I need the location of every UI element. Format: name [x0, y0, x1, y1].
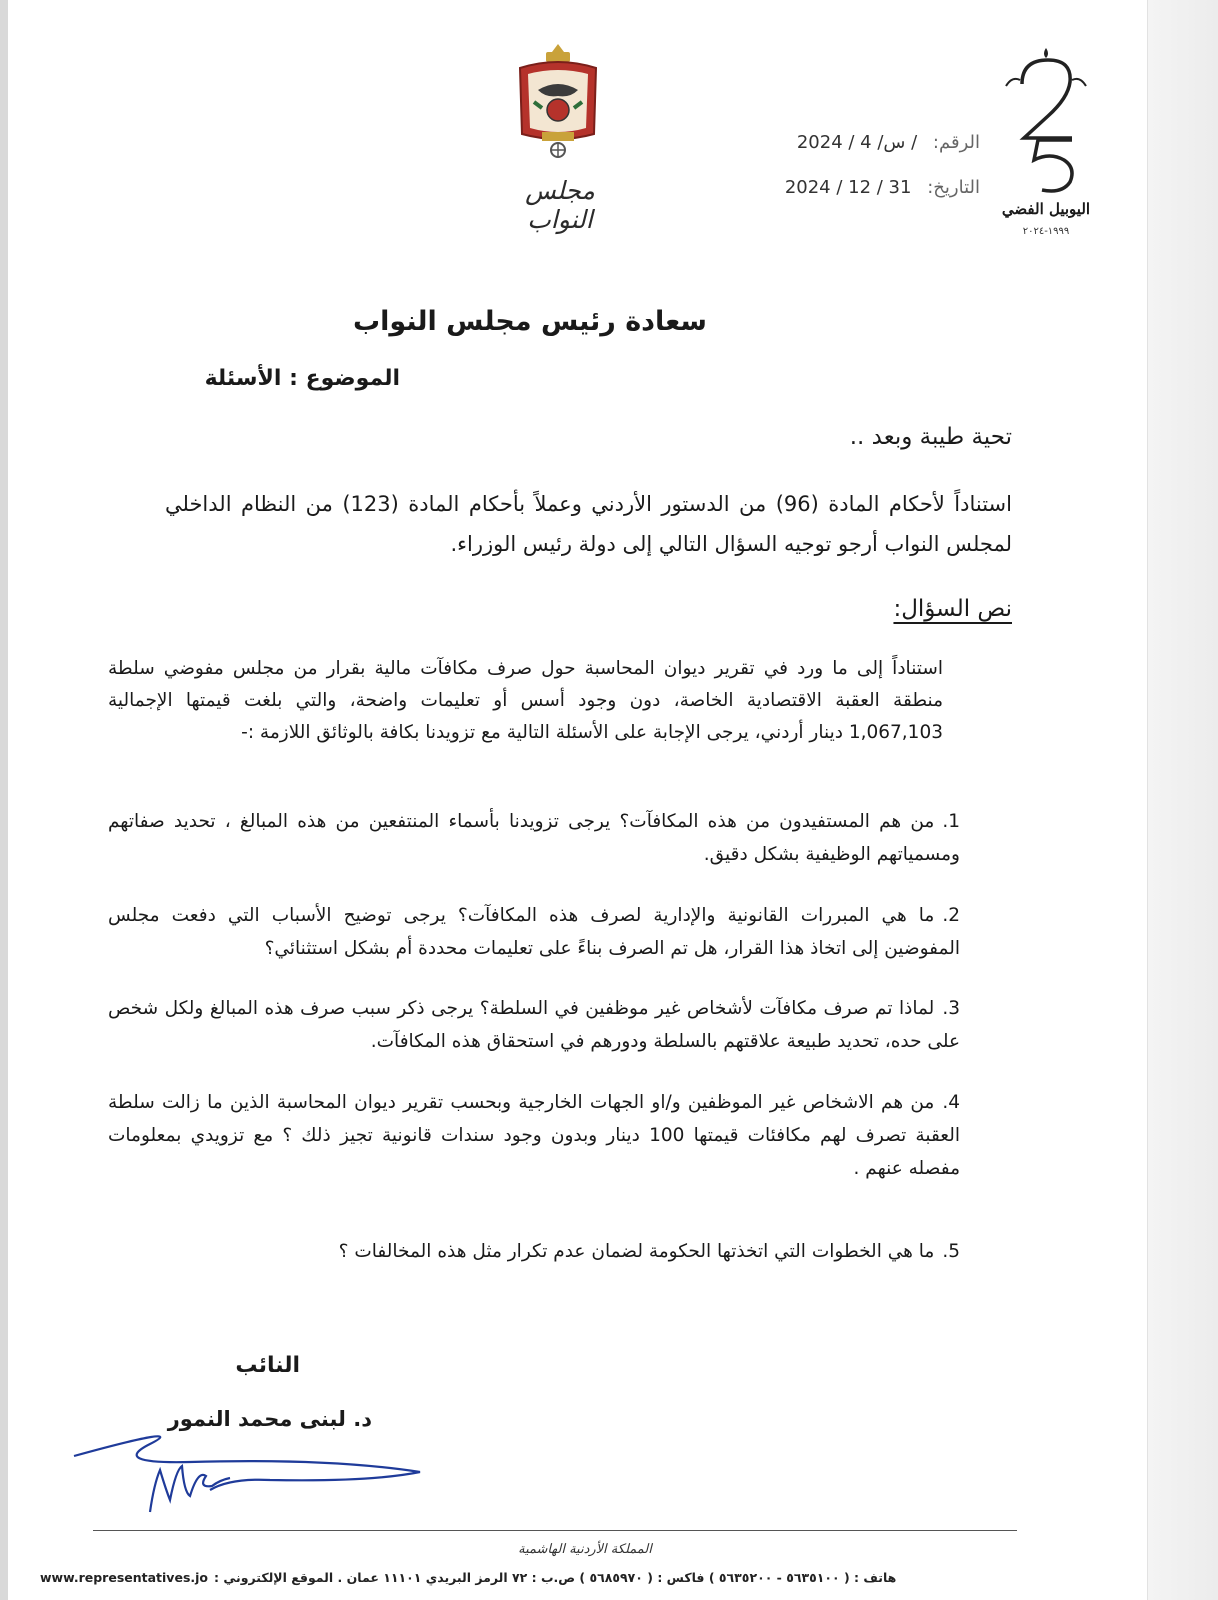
signatory-name: د. لبنى محمد النمور	[167, 1407, 372, 1431]
question-item	[108, 992, 960, 1058]
reference-number-row	[730, 132, 980, 162]
question-item	[108, 1086, 960, 1185]
question-number: 3.	[942, 998, 960, 1019]
question-text: من هم الاشخاص غير الموظفين و/او الجهات الخارجية وبحسب تقرير ديوان المحاسبة الذين ما زالت سلطة العقبة تصرف لهم مكافئات قيمتها 100 دينار وبدون وجود سندات قانونية تجيز ذلك ؟ مع تزويدي بمعلومات مفصله عنهم .	[108, 1092, 960, 1179]
question-body: استناداً إلى ما ورد في تقرير ديوان المحاسبة حول صرف مكافآت مالية بقرار من مجلس مفوضي سلطة منطقة العقبة الاقتصادية الخاصة، دون وجود أسس أو تعليمات واضحة، والتي بلغت قيمتها الإجمالية 1,067,103 دينار أردني، يرجى الإجابة على الأسئلة التالية مع تزويدنا بكافة بالوثائق اللازمة :-	[108, 658, 943, 743]
intro-paragraph: استناداً لأحكام المادة (96) من الدستور الأردني وعملاً بأحكام المادة (123) من النظام الداخلي لمجلس النواب أرجو توجيه السؤال التالي إلى دولة رئيس الوزراء.	[165, 492, 1012, 556]
question-text: لماذا تم صرف مكافآت لأشخاص غير موظفين في السلطة؟ يرجى ذكر سبب صرف هذه المبالغ ولكل شخص على حده، تحديد طبيعة علاقتهم بالسلطة ودورهم في استحقاق هذه المكافآت.	[108, 998, 960, 1052]
handwritten-signature-icon	[70, 1430, 440, 1520]
question-number: 4.	[942, 1092, 960, 1113]
reference-label: الرقم:	[932, 132, 980, 153]
council-name: مجلس النواب	[525, 176, 595, 234]
question-text: من هم المستفيدون من هذه المكافآت؟ يرجى تزويدنا بأسماء المنتفعين من هذه المبالغ ، تحديد صفاتهم ومسمياتهم الوظيفية بشكل دقيق.	[108, 811, 960, 865]
question-number: 2.	[942, 905, 960, 926]
website-link[interactable]: www.representatives.jo	[40, 1570, 208, 1585]
jubilee-years: ١٩٩٩-٢٠٢٤	[1022, 226, 1070, 237]
reference-value: 2024 / 4 /س /	[796, 132, 918, 153]
question-number: 5.	[942, 1241, 960, 1262]
signatory-title: النائب	[235, 1353, 300, 1378]
subject-line: الموضوع : الأسئلة	[204, 366, 400, 391]
question-text: ما هي الخطوات التي اتخذتها الحكومة لضمان عدم تكرار مثل هذه المخالفات ؟	[338, 1241, 935, 1262]
recipient-heading: سعادة رئيس مجلس النواب	[353, 306, 707, 337]
coat-of-arms-icon	[512, 42, 604, 160]
question-item	[108, 899, 960, 965]
jubilee-name: اليوبيل الفضي	[1001, 200, 1091, 218]
question-item	[108, 805, 960, 871]
footer-contact	[40, 1570, 985, 1585]
scan-edge-right	[1147, 0, 1218, 1600]
greeting: تحية طيبة وبعد ..	[849, 424, 1012, 450]
question-item	[108, 1235, 960, 1268]
silver-jubilee-logo-icon	[1000, 44, 1092, 194]
question-heading: نص السؤال:	[893, 596, 1012, 622]
date-value: 2024 / 12 / 31	[784, 177, 912, 198]
contact-details: هاتف : ( ٥٦٣٥١٠٠ - ٥٦٣٥٢٠٠ ) فاكس : ( ٥٦٨٥٩٧٠ ) ص.ب : ٧٢ الرمز البريدي ١١١٠١ عمان . الموقع الإلكتروني :	[214, 1570, 897, 1585]
footer-rule	[93, 1530, 1017, 1531]
scan-edge-left	[0, 0, 8, 1600]
question-text: ما هي المبررات القانونية والإدارية لصرف هذه المكافآت؟ يرجى توضيح الأسباب التي دفعت مجلس المفوضين إلى اتخاذ هذا القرار، هل تم الصرف بناءً على تعليمات محددة أم بشكل استثنائي؟	[108, 905, 960, 959]
date-row	[730, 177, 980, 207]
question-number: 1.	[942, 811, 960, 832]
footer-kingdom: المملكة الأردنية الهاشمية	[518, 1542, 652, 1557]
date-label: التاريخ:	[927, 177, 980, 198]
